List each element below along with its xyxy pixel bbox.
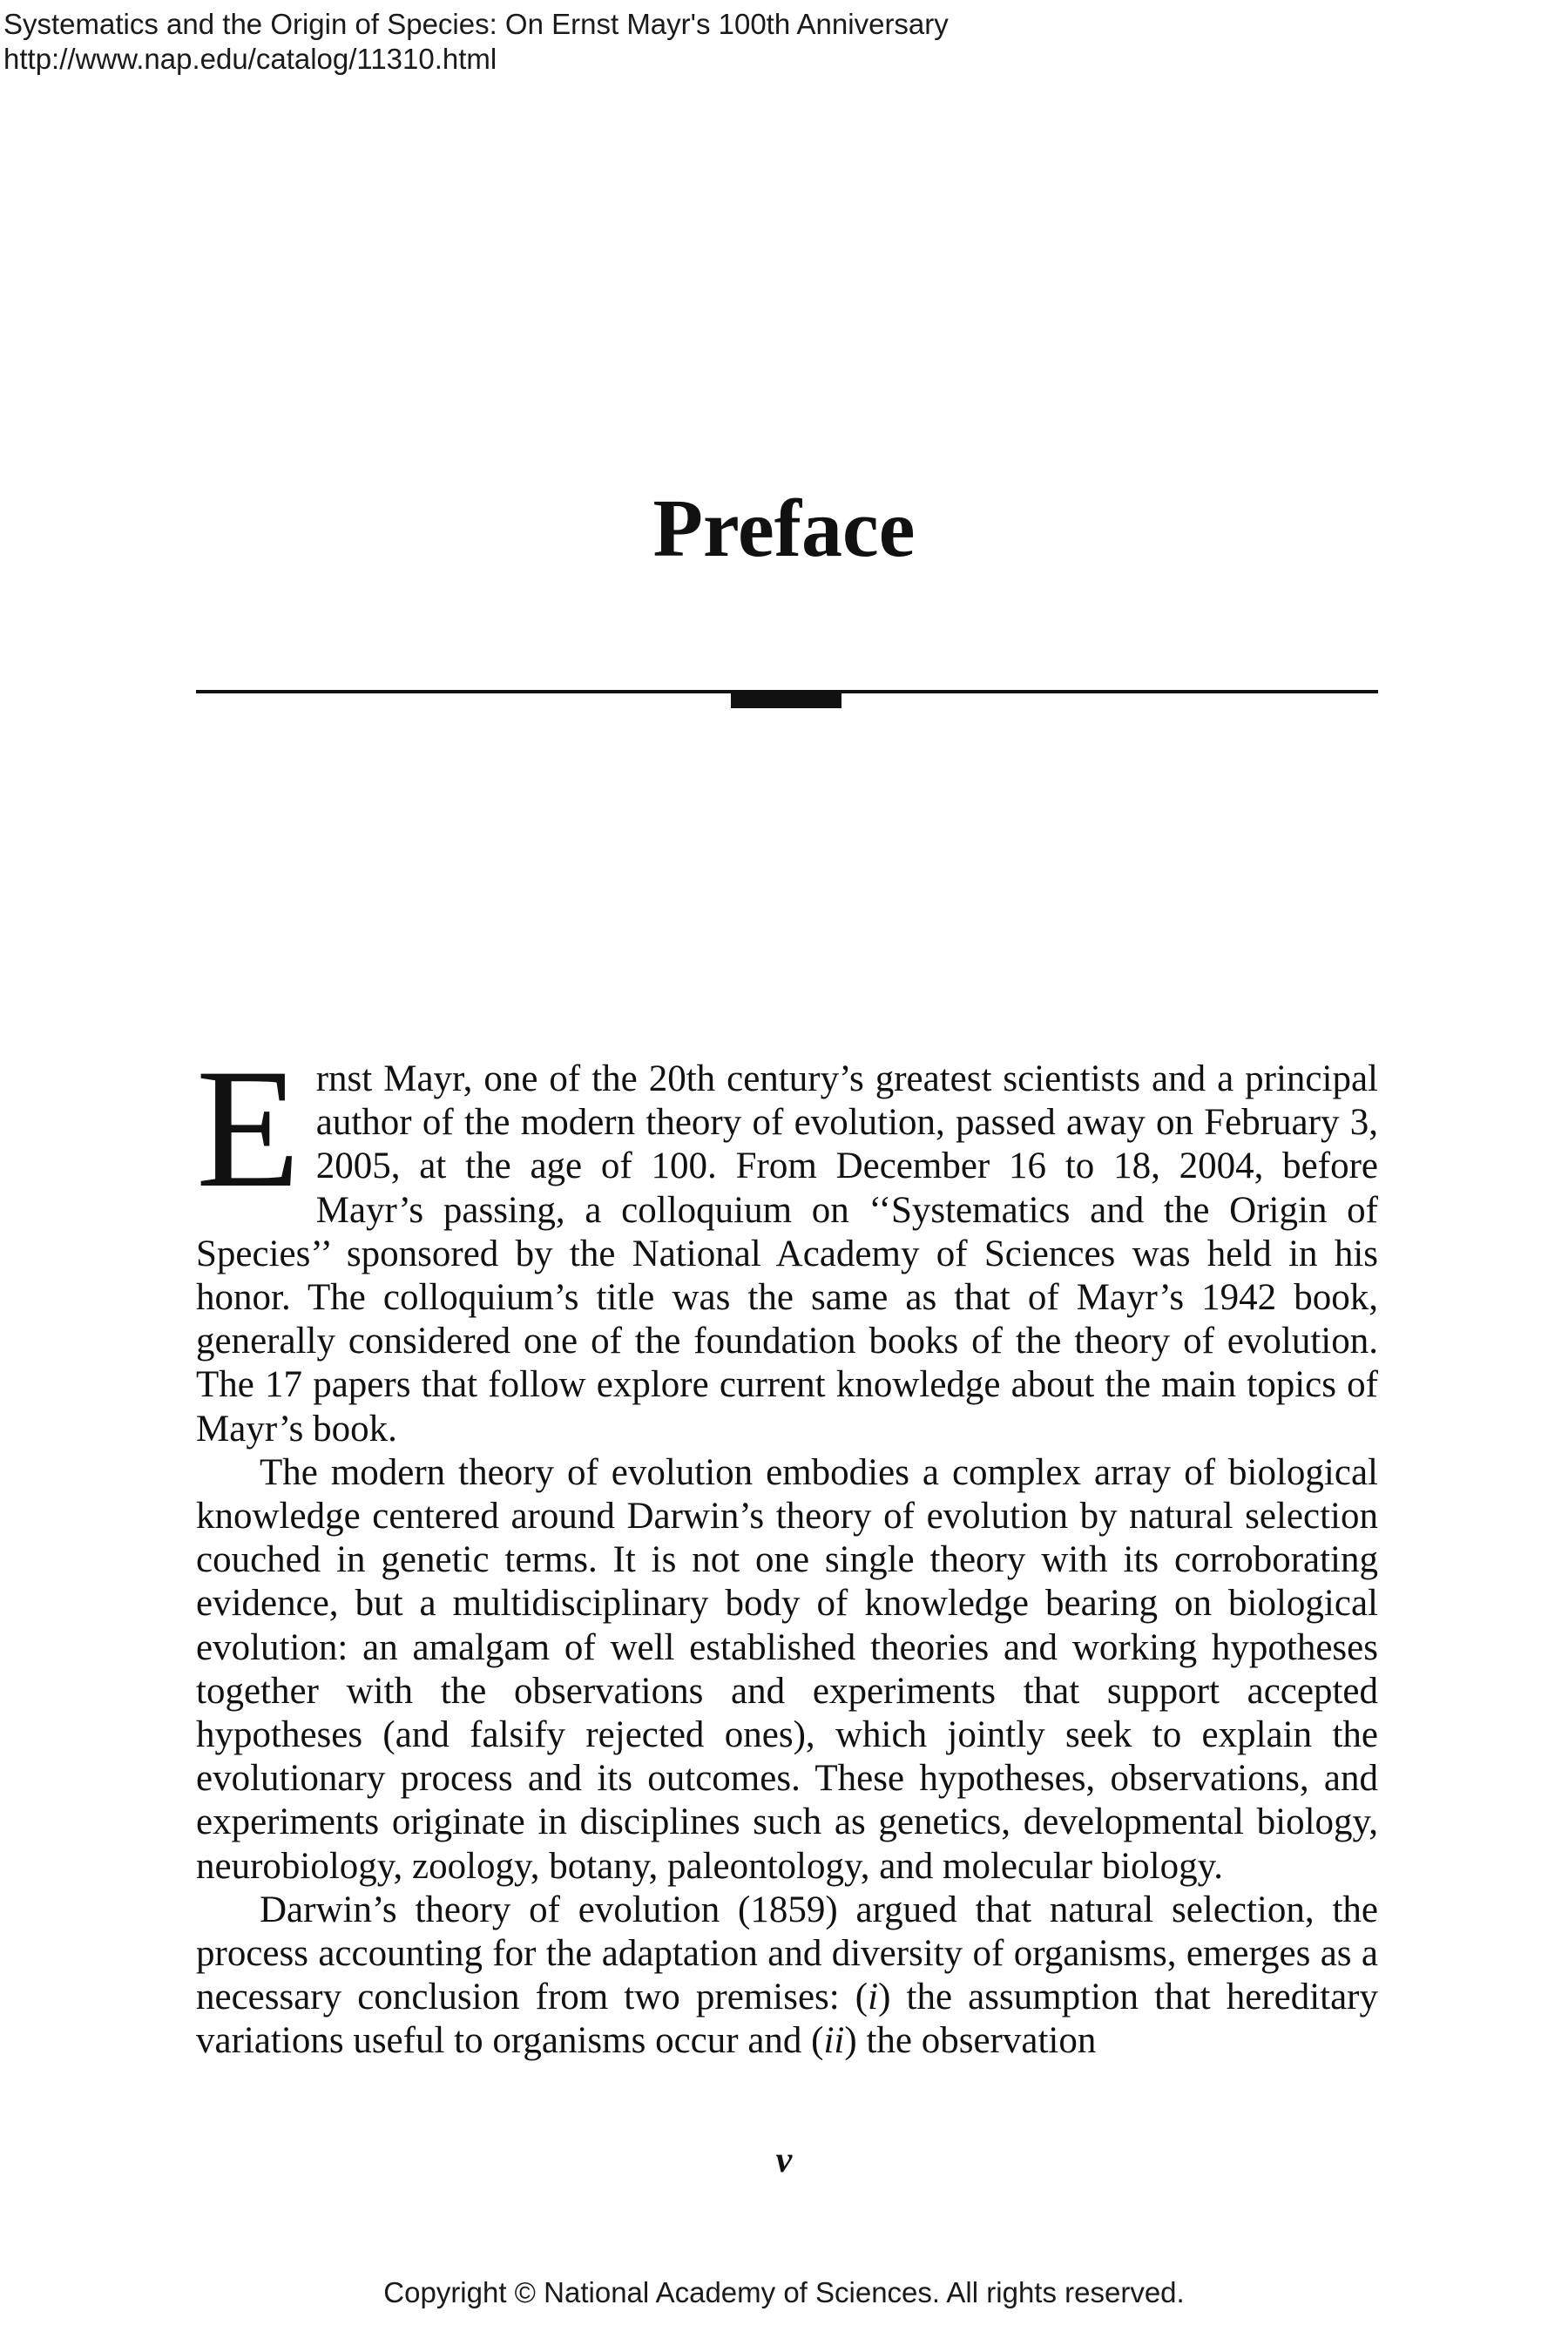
copyright-footer: Copyright © National Academy of Sciences. All rights reserved. [383,2276,1185,2308]
document-header [3,7,1310,77]
paragraph-2: The modern theory of evolution embodies a complex array of biological knowledge centered around Darwin’s theory of evolution by natural selection couched in genetic terms. It is not one single theory with its corroborating evidence, but a multidisciplinary body of knowledge bearing on biological evolution: an amalgam of well established theories and working hypotheses together with the observations and experiments that support accepted hypotheses (and falsify rejected ones), which jointly seek to explain the evolutionary process and its outcomes. These hypotheses, observations, and experiments originate in disciplines such as genetics, developmental biology, neurobiology, zoology, botany, paleontology, and molecular biology. [196,1451,1378,1887]
paragraph-3: Darwin’s theory of evolution (1859) argued that natural selection, the process accounting for the adaptation and diversity of organisms, emerges as a necessary conclusion from two premises: (i) the assumption that hereditary variations useful to organisms occur and (ii) the observation [196,1889,1379,2062]
title-rule-accent [731,690,841,708]
header-url: http://www.nap.edu/catalog/11310.html [3,43,497,75]
body-text [196,1034,1379,2064]
paragraph-1-text: rnst Mayr, one of the 20th century’s greatest scientists and a principal author of the modern theory of evolution, passed away on February 3, 2005, at the age of 100. From December 16 to 18, 2004, before Mayr’s passing, a colloquium on ‘‘Systematics and the Origin of Species’’ sponsored by the National Academy of Sciences was held in his honor. The colloquium’s title was the same as that of Mayr’s 1942 book, generally considered one of the foundation books of the theory of evolution. The 17 papers that follow explore current knowledge about the main topics of Mayr’s book. [196,1058,1378,1450]
paragraph-1 [196,1034,1378,1451]
page-number: v [775,2140,793,2180]
header-book-title: Systematics and the Origin of Species: On Ernst Mayr's 100th Anniversary [3,8,949,40]
drop-cap: E [196,1034,301,1223]
page-title: Preface [652,483,916,574]
